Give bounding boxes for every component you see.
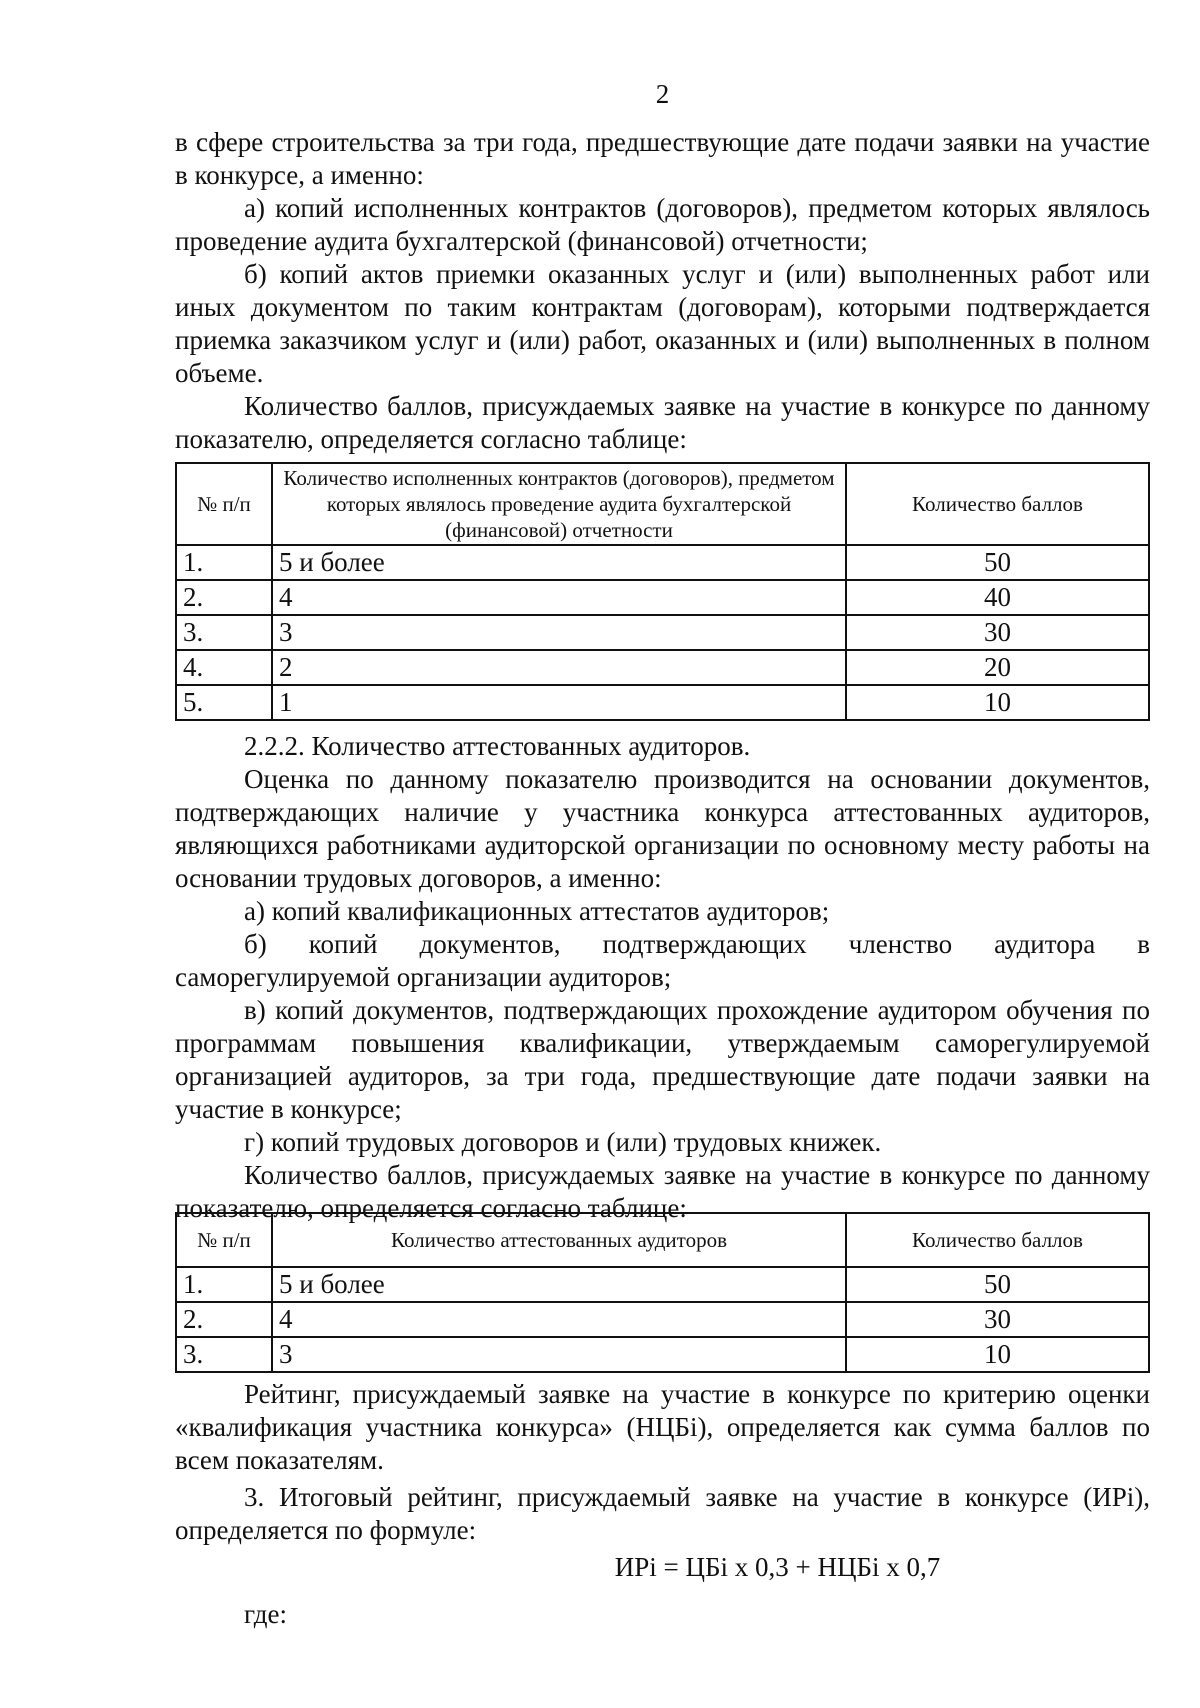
row-auditors: 5 и более: [272, 1267, 846, 1302]
table-row: [176, 1337, 1149, 1372]
list-item-v: в) копий документов, подтверждающих прохождение аудитором обучения по программам повышения квалификации, утверждаемым саморегулируемой организацией аудиторов, за три года, предшествующие дате подачи заявки на участие в конкурсе;: [175, 995, 1150, 1124]
table-row: [176, 545, 1149, 580]
list-item-a: а) копий квалификационных аттестатов аудиторов;: [244, 896, 830, 926]
table-row: [176, 615, 1149, 650]
intro-block: [175, 126, 1150, 456]
row-number: 2.: [176, 1302, 272, 1337]
header-number: № п/п: [176, 463, 272, 545]
final-rating-paragraph: 3. Итоговый рейтинг, присуждаемый заявке на участие в конкурсе (ИРi), определяется по формуле:: [175, 1482, 1150, 1545]
rating-paragraph: Рейтинг, присуждаемый заявке на участие в конкурсе по критерию оценки «квалификация участника конкурса» (НЦБi), определяется как сумма баллов по всем показателям.: [175, 1379, 1150, 1475]
table-intro-text: Количество баллов, присуждаемых заявке на участие в конкурсе по данному показателю, определяется согласно таблице:: [175, 1160, 1150, 1223]
row-points: 30: [846, 615, 1149, 650]
row-contracts: 1: [272, 685, 846, 720]
list-item-g: г) копий трудовых договоров и (или) трудовых книжек.: [244, 1127, 882, 1157]
section-2-block: [175, 730, 1150, 1225]
table-header-row: [176, 463, 1149, 545]
list-item-b: б) копий актов приемки оказанных услуг и (или) выполненных работ или иных документом по таким контрактам (договорам), которыми подтверждается приемка заказчиком услуг и (или) работ, оказанных и (или) выполненных в полном объеме.: [175, 259, 1150, 388]
row-points: 50: [846, 1267, 1149, 1302]
row-contracts: 5 и более: [272, 545, 846, 580]
header-number: № п/п: [176, 1213, 272, 1267]
row-points: 10: [846, 1337, 1149, 1372]
row-contracts: 2: [272, 650, 846, 685]
row-auditors: 3: [272, 1337, 846, 1372]
section-paragraph: Оценка по данному показателю производится на основании документов, подтверждающих наличие у участника конкурса аттестованных аудиторов, являющихся работниками аудиторской организации по основному месту работы на основании трудовых договоров, а именно:: [175, 764, 1150, 893]
list-item-b: б) копий документов, подтверждающих членство аудитора в саморегулируемой организации аудиторов;: [175, 929, 1150, 992]
where-label: где:: [244, 1599, 287, 1629]
header-auditors: Количество аттестованных аудиторов: [272, 1213, 846, 1267]
table-header-row: [176, 1213, 1149, 1267]
table-row: [176, 580, 1149, 615]
section-heading: 2.2.2. Количество аттестованных аудиторов.: [244, 731, 751, 761]
row-number: 2.: [176, 580, 272, 615]
auditors-table: [175, 1212, 1150, 1373]
row-auditors: 4: [272, 1302, 846, 1337]
row-contracts: 4: [272, 580, 846, 615]
row-number: 3.: [176, 1337, 272, 1372]
row-points: 20: [846, 650, 1149, 685]
table-row: [176, 685, 1149, 720]
header-contracts: Количество исполненных контрактов (договоров), предметом которых являлось проведение аудита бухгалтерской (финансовой) отчетности: [272, 463, 846, 545]
header-points: Количество баллов: [846, 1213, 1149, 1267]
table-row: [176, 1267, 1149, 1302]
row-number: 3.: [176, 615, 272, 650]
table-intro-text: Количество баллов, присуждаемых заявке на участие в конкурсе по данному показателю, определяется согласно таблице:: [175, 391, 1150, 454]
table-row: [176, 1302, 1149, 1337]
row-number: 1.: [176, 1267, 272, 1302]
intro-paragraph: в сфере строительства за три года, предшествующие дате подачи заявки на участие в конкурсе, а именно:: [175, 127, 1150, 190]
row-points: 50: [846, 545, 1149, 580]
contracts-table: [175, 462, 1150, 721]
row-number: 1.: [176, 545, 272, 580]
row-contracts: 3: [272, 615, 846, 650]
row-number: 5.: [176, 685, 272, 720]
page-number: 2: [655, 79, 670, 109]
row-points: 30: [846, 1302, 1149, 1337]
closing-block: [175, 1378, 1150, 1631]
formula: ИРi = ЦБi x 0,3 + НЦБi x 0,7: [614, 1552, 941, 1582]
list-item-a: а) копий исполненных контрактов (договоров), предметом которых являлось проведение аудита бухгалтерской (финансовой) отчетности;: [175, 193, 1150, 256]
row-number: 4.: [176, 650, 272, 685]
table-row: [176, 650, 1149, 685]
row-points: 10: [846, 685, 1149, 720]
header-points: Количество баллов: [846, 463, 1149, 545]
row-points: 40: [846, 580, 1149, 615]
